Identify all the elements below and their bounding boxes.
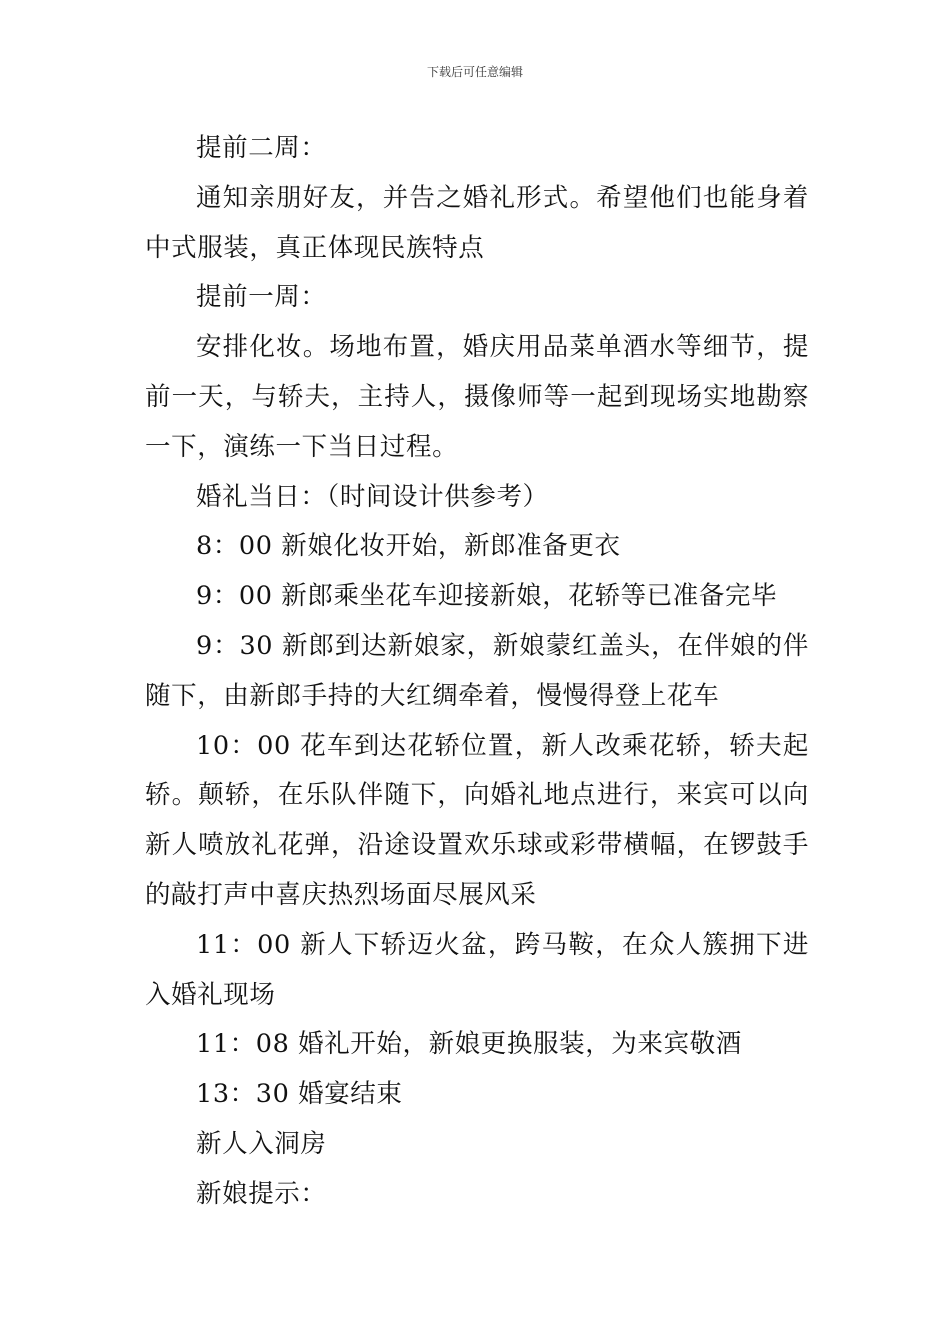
- schedule-item-0900: 9：00 新郎乘坐花车迎接新娘，花轿等已准备完毕: [196, 581, 778, 612]
- heading-wedding-day: 婚礼当日：（时间设计供参考）: [196, 481, 549, 512]
- schedule-item-1330: 13：30 婚宴结束: [196, 1079, 403, 1110]
- schedule-item-0930: 9：30 新郎到达新娘家，新娘蒙红盖头，在伴娘的伴随下，由新郎手持的大红绸牵着，慢慢得登上花车: [145, 630, 809, 711]
- paragraph-arrangements: 安排化妆。场地布置，婚庆用品菜单酒水等细节，提前一天，与轿夫，主持人，摄像师等一起到现场实地勘察一下，演练一下当日过程。: [145, 332, 809, 462]
- schedule-item-0800: 8：00 新娘化妆开始，新郎准备更衣: [196, 531, 621, 562]
- paragraph-notify-friends: 通知亲朋好友，并告之婚礼形式。希望他们也能身着中式服装，真正体现民族特点: [145, 182, 809, 263]
- schedule-item-1108: 11：08 婚礼开始，新娘更换服装，为来宾敬酒: [196, 1029, 742, 1060]
- paragraph-bridal-chamber: 新人入洞房: [196, 1128, 327, 1159]
- heading-two-weeks-before: 提前二周：: [196, 133, 327, 163]
- heading-bride-tips: 新娘提示：: [196, 1178, 327, 1209]
- heading-one-week-before: 提前一周：: [196, 282, 327, 313]
- schedule-item-1100: 11：00 新人下轿迈火盆，跨马鞍，在众人簇拥下进入婚礼现场: [145, 929, 809, 1010]
- document-body: [145, 124, 809, 1220]
- schedule-item-1000: 10：00 花车到达花轿位置，新人改乘花轿，轿夫起轿。颠轿，在乐队伴随下，向婚礼地点进行，来宾可以向新人喷放礼花弹，沿途设置欢乐球或彩带横幅，在锣鼓手的敲打声中喜庆热烈场面尽展风采: [145, 730, 809, 910]
- page-header: 下载后可任意编辑: [426, 65, 523, 79]
